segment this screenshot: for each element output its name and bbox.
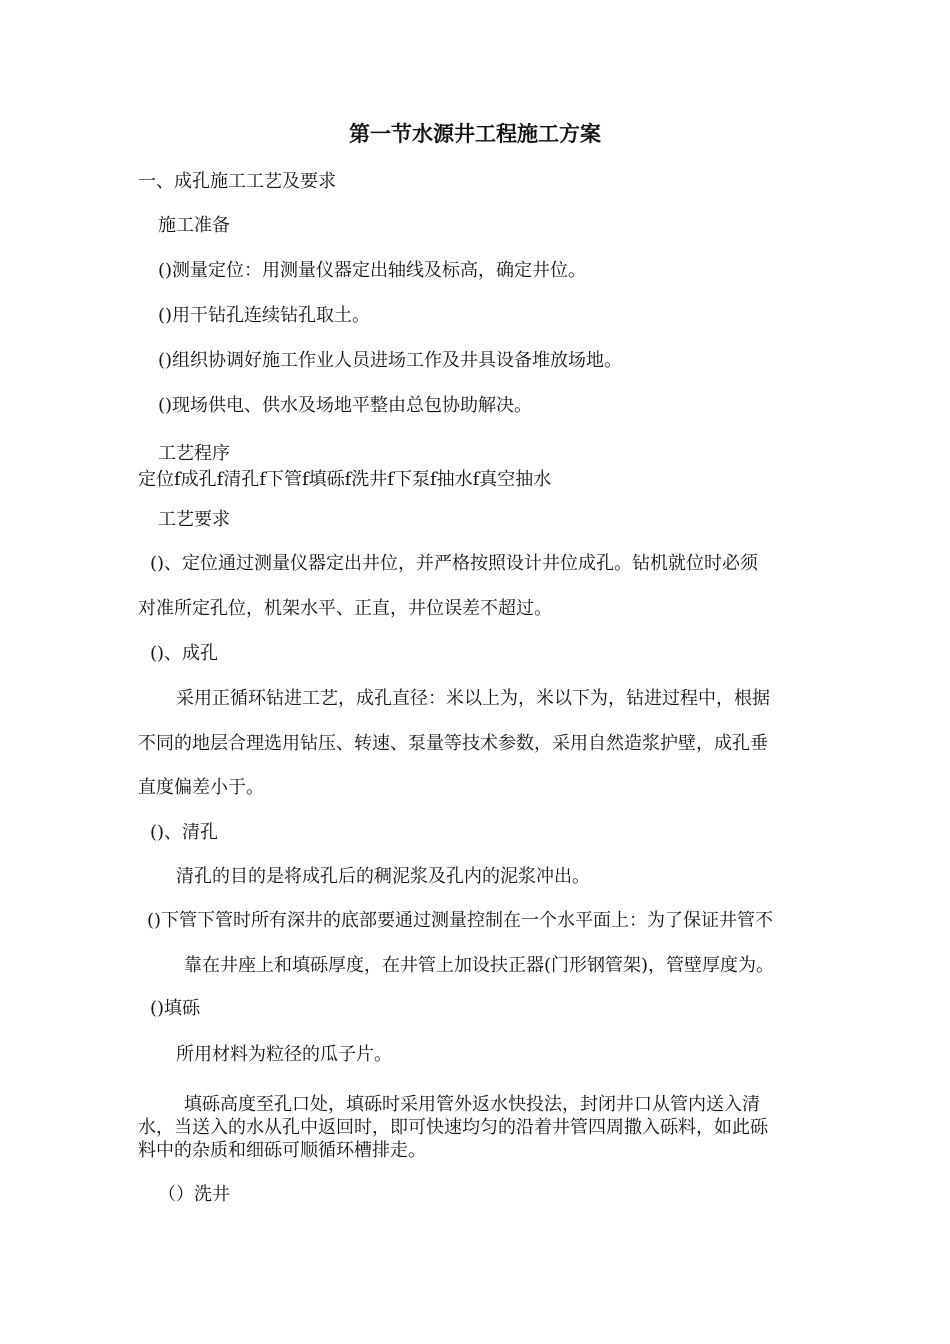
prep-item-survey: ()测量定位：用测量仪器定出轴线及标高，确定井位。	[158, 260, 587, 281]
prep-item-coordination: ()组织协调好施工作业人员进场工作及井具设备堆放场地。	[158, 350, 623, 371]
section-heading-drilling-process: 一、成孔施工工艺及要求	[138, 171, 336, 192]
subheading-requirements: 工艺要求	[158, 509, 230, 530]
drilling-heading: ()、成孔	[150, 643, 219, 664]
pipe-line-2: 靠在井座上和填砾厚度，在井管上加设扶正器(门形钢管架)，管壁厚度为。	[184, 955, 775, 976]
process-flow: 定位f成孔f清孔f下管f填砾f洗井f下泵f抽水f真空抽水	[138, 469, 552, 490]
page-title: 第一节水源井工程施工方案	[349, 121, 601, 146]
subheading-process: 工艺程序	[158, 443, 230, 464]
gravel-heading: ()填砾	[150, 998, 201, 1019]
gravel-para-line-1: 填砾高度至孔口处，填砾时采用管外返水快投法，封闭井口从管内送入清	[184, 1094, 760, 1115]
pipe-line-1: ()下管下管时所有深井的底部要通过测量控制在一个水平面上：为了保证井管不	[147, 910, 774, 931]
cleaning-heading: ()、清孔	[150, 822, 219, 843]
positioning-line-1: ()、定位通过测量仪器定出井位，并严格按照设计井位成孔。钻机就位时必须	[150, 553, 759, 574]
washing-heading: （）洗井	[158, 1184, 230, 1205]
gravel-para-line-2: 水，当送入的水从孔中返回时，即可快速均匀的沿着井管四周撒入砾料，如此砾	[138, 1117, 768, 1138]
drilling-line-2: 不同的地层合理选用钻压、转速、泵量等技术参数，采用自然造浆护壁，成孔垂	[138, 733, 768, 754]
prep-item-utilities: ()现场供电、供水及场地平整由总包协助解决。	[158, 395, 533, 416]
cleaning-text: 清孔的目的是将成孔后的稠泥浆及孔内的泥浆冲出。	[176, 866, 590, 887]
drilling-line-1: 采用正循环钻进工艺，成孔直径：米以上为，米以下为，钻进过程中，根据	[176, 688, 770, 709]
gravel-para-line-3: 料中的杂质和细砾可顺循环槽排走。	[138, 1140, 426, 1161]
subheading-preparation: 施工准备	[158, 215, 230, 236]
drilling-line-3: 直度偏差小于。	[138, 777, 264, 798]
positioning-line-2: 对准所定孔位，机架水平、正直，井位误差不超过。	[138, 598, 552, 619]
prep-item-dry-drilling: ()用干钻孔连续钻孔取土。	[158, 305, 371, 326]
gravel-material: 所用材料为粒径的瓜子片。	[176, 1044, 392, 1065]
